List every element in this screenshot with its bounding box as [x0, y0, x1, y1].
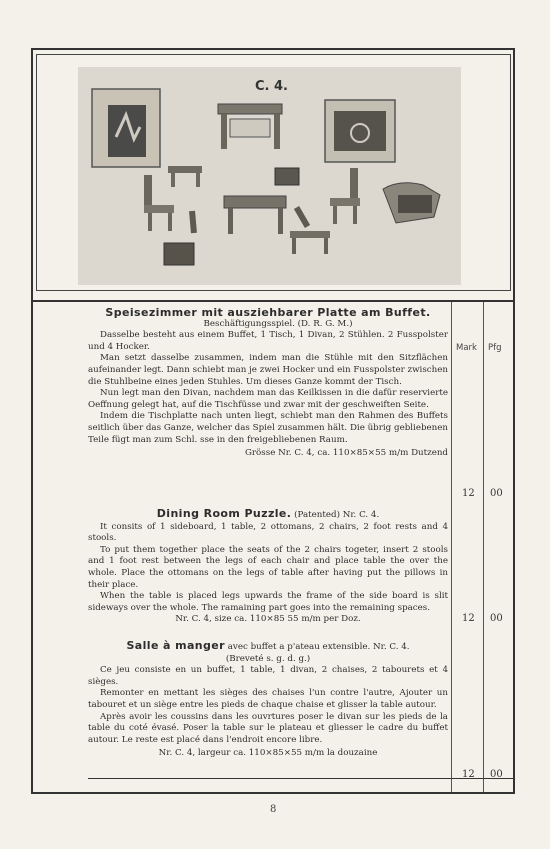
english-price-mark: 12 — [462, 613, 475, 624]
english-ref: Nr. C. 4. — [342, 510, 380, 520]
english-paragraph: When the table is placed legs upwards the frame of the side board is slit sideways over the whole. The ramaining part goes into the remaining spaces. — [88, 591, 448, 613]
german-size: Grösse Nr. C. 4, ca. 110×85×55 m/m Dutzend — [244, 448, 448, 459]
french-price-mark: 12 — [462, 769, 475, 780]
english-title: Dining Room Puzzle. — [156, 507, 292, 520]
column-rule — [451, 302, 452, 792]
french-title-rest: avec buffet a p'ateau extensible. Nr. C. 4. — [227, 642, 410, 652]
english-heading — [88, 508, 448, 522]
german-paragraph: Nun legt man den Divan, nachdem man das Keilkissen in die dafür reservierte Oeffnung gelegt hat, auf die Tischfüsse und zwar mit der geschweiften Seite. — [88, 388, 448, 410]
german-price-mark: 12 — [462, 488, 475, 499]
english-price-pfg: 00 — [490, 613, 503, 624]
german-section — [88, 307, 448, 460]
french-paragraph: Remonter en mettant les sièges des chaises l'un contre l'autre, Ajouter un tabouret et un siège entre les pieds de chaque chaise et glisser la table autour. — [88, 688, 448, 710]
french-title: Salle à manger — [126, 639, 225, 652]
french-heading — [88, 640, 448, 654]
french-brevete: (Breveté s. g. d. g.) — [225, 653, 311, 664]
column-header-mark: Mark — [456, 343, 477, 353]
bottom-rule — [88, 778, 513, 779]
english-paragraph: It consits of 1 sideboard, 1 table, 2 ottomans, 2 chairs, 2 foot rests and 4 stools. — [88, 521, 448, 544]
german-paragraph: Indem die Tischplatte nach unten liegt, schiebt man den Rahmen des Buffets seitlich über das Ganze, welcher das Spiel zusammen hält. Die übrig gebliebenen Teile fügt man zum Schl. sse in den freigebliebenen Raum. — [88, 411, 448, 445]
french-paragraph: Après avoir les coussins dans les ouvrtures poser le divan sur les pieds de la table du coté évasé. Poser la table sur le plateau et gliesser le cadre du buffet autour. Le reste est placé dans l'endroit encore libre. — [88, 711, 448, 745]
catalog-label: C. 4. — [255, 79, 288, 94]
english-paragraph: To put them together place the seats of the 2 chairs togeter, insert 2 stools and 1 foot rest between the legs of each chair and place table the over the whole. Place the ottomans on the legs of table after having put the pillows in their place. — [88, 544, 448, 590]
english-patented: (Patented) — [294, 510, 340, 520]
german-subtitle: Beschäftigungsspiel. (D. R. G. M.) — [203, 318, 353, 329]
product-photo — [78, 67, 461, 285]
french-section — [88, 640, 448, 760]
page-number: 8 — [270, 804, 277, 815]
divider — [33, 300, 513, 302]
french-size: Nr. C. 4, largeur ca. 110×85×55 m/m la douzaine — [158, 748, 378, 759]
french-price-pfg: 00 — [490, 769, 503, 780]
french-paragraph: Ce jeu consiste en un buffet, 1 table, 1 divan, 2 chaises, 2 tabourets et 4 sièges. — [88, 665, 448, 687]
german-title: Speisezimmer mit ausziehbarer Platte am Buffet. — [105, 306, 431, 319]
furniture-illustration — [78, 67, 461, 285]
german-paragraph: Man setzt dasselbe zusammen, indem man die Stühle mit den Sitzflächen aufeinander legt. Dann schiebt man je zwei Hocker und ein Fusspolster zwischen die Stuhlbeine eines jeden Stuhles. Um dieses Ganze kommt der Tisch. — [88, 353, 448, 387]
column-header-pfg: Pfg — [488, 343, 502, 353]
english-section — [88, 508, 448, 626]
german-price-pfg: 00 — [490, 488, 503, 499]
column-rule — [483, 302, 484, 792]
english-size: Nr. C. 4, size ca. 110×85 55 m/m per Doz. — [175, 614, 361, 625]
german-paragraph: Dasselbe besteht aus einem Buffet, 1 Tisch, 1 Divan, 2 Stühlen. 2 Fusspolster und 4 Hocker. — [88, 330, 448, 352]
